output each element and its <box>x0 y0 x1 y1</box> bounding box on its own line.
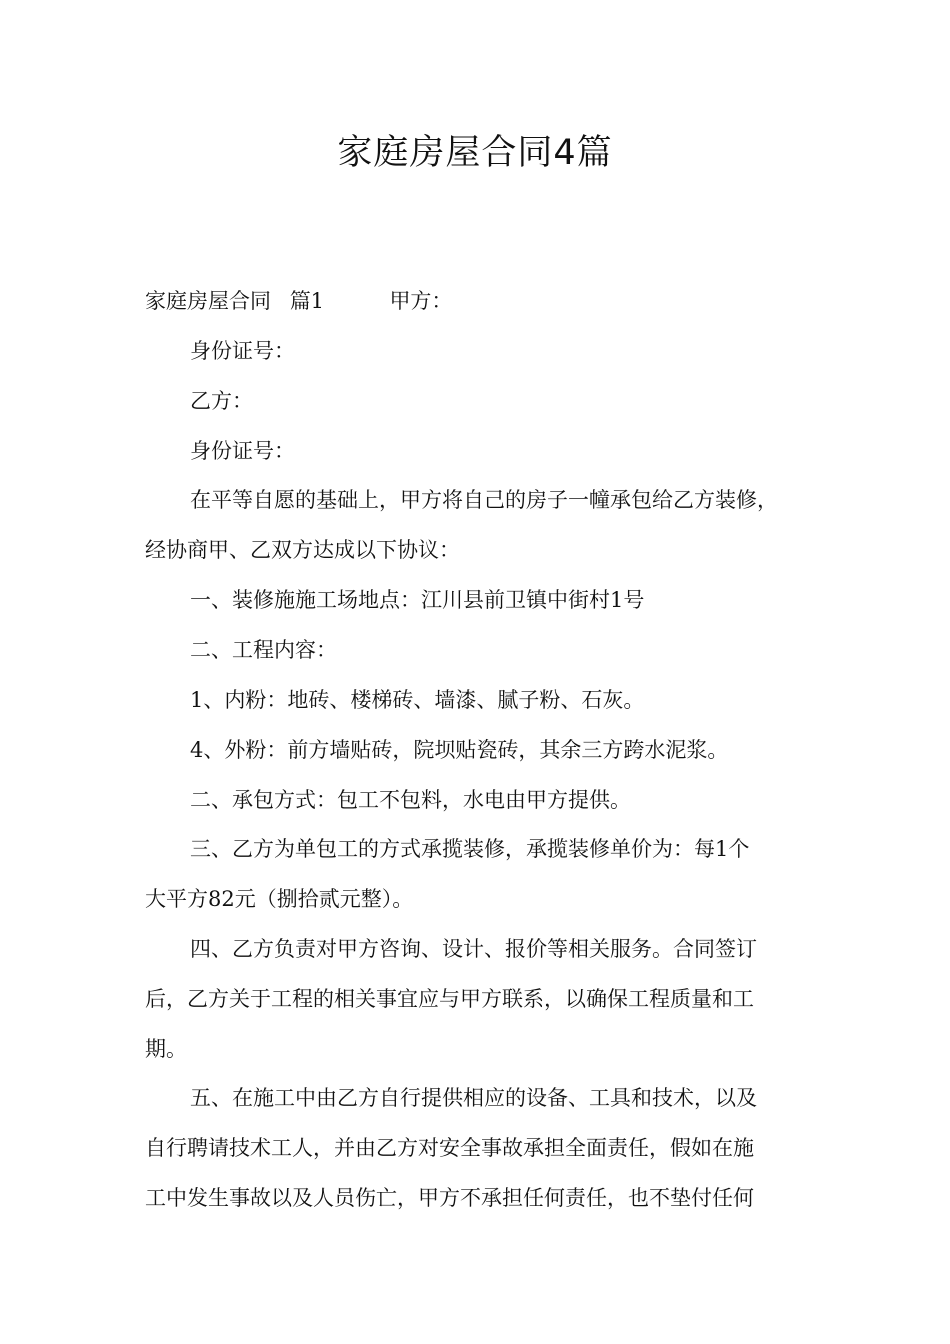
paragraph-line: 期。 <box>145 1037 187 1061</box>
item-exterior: 4、外粉：前方墙贴砖，院坝贴瓷砖，其余三方跨水泥浆。 <box>190 738 729 762</box>
party-b-label: 乙方： <box>190 389 253 413</box>
paragraph-line: 大平方82元（捌拾贰元整）。 <box>145 887 414 911</box>
paragraph-line: 工中发生事故以及人员伤亡，甲方不承担任何责任，也不垫付任何 <box>145 1186 754 1210</box>
clause-site-location: 一、装修施施工场地点：江川县前卫镇中街村1号 <box>190 588 645 612</box>
party-a-label: 甲方： <box>389 289 453 313</box>
paragraph-line: 后，乙方关于工程的相关事宜应与甲方联系，以确保工程质量和工 <box>145 987 754 1011</box>
section-name: 家庭房屋合同 <box>145 289 271 313</box>
part-number: 篇1 <box>289 289 325 313</box>
clause-equipment-safety: 五、在施工中由乙方自行提供相应的设备、工具和技术，以及 <box>190 1086 757 1110</box>
paragraph-line: 经协商甲、乙双方达成以下协议： <box>145 538 460 562</box>
paragraph-line: 在平等自愿的基础上，甲方将自己的房子一幢承包给乙方装修， <box>190 488 778 512</box>
contract-header-line <box>145 286 452 316</box>
clause-project-content: 二、工程内容： <box>190 638 337 662</box>
clause-unit-price: 三、乙方为单包工的方式承揽装修，承揽装修单价为：每1个 <box>190 837 750 861</box>
id-number-b-label: 身份证号： <box>190 439 295 463</box>
clause-contract-method: 二、承包方式：包工不包料，水电由甲方提供。 <box>190 788 631 812</box>
paragraph-line: 自行聘请技术工人，并由乙方对安全事故承担全面责任，假如在施 <box>145 1136 754 1160</box>
document-title: 家庭房屋合同4篇 <box>337 133 613 173</box>
clause-services: 四、乙方负责对甲方咨询、设计、报价等相关服务。合同签订 <box>190 937 757 961</box>
id-number-a-label: 身份证号： <box>190 339 295 363</box>
item-interior: 1、内粉：地砖、楼梯砖、墙漆、腻子粉、石灰。 <box>190 688 645 712</box>
